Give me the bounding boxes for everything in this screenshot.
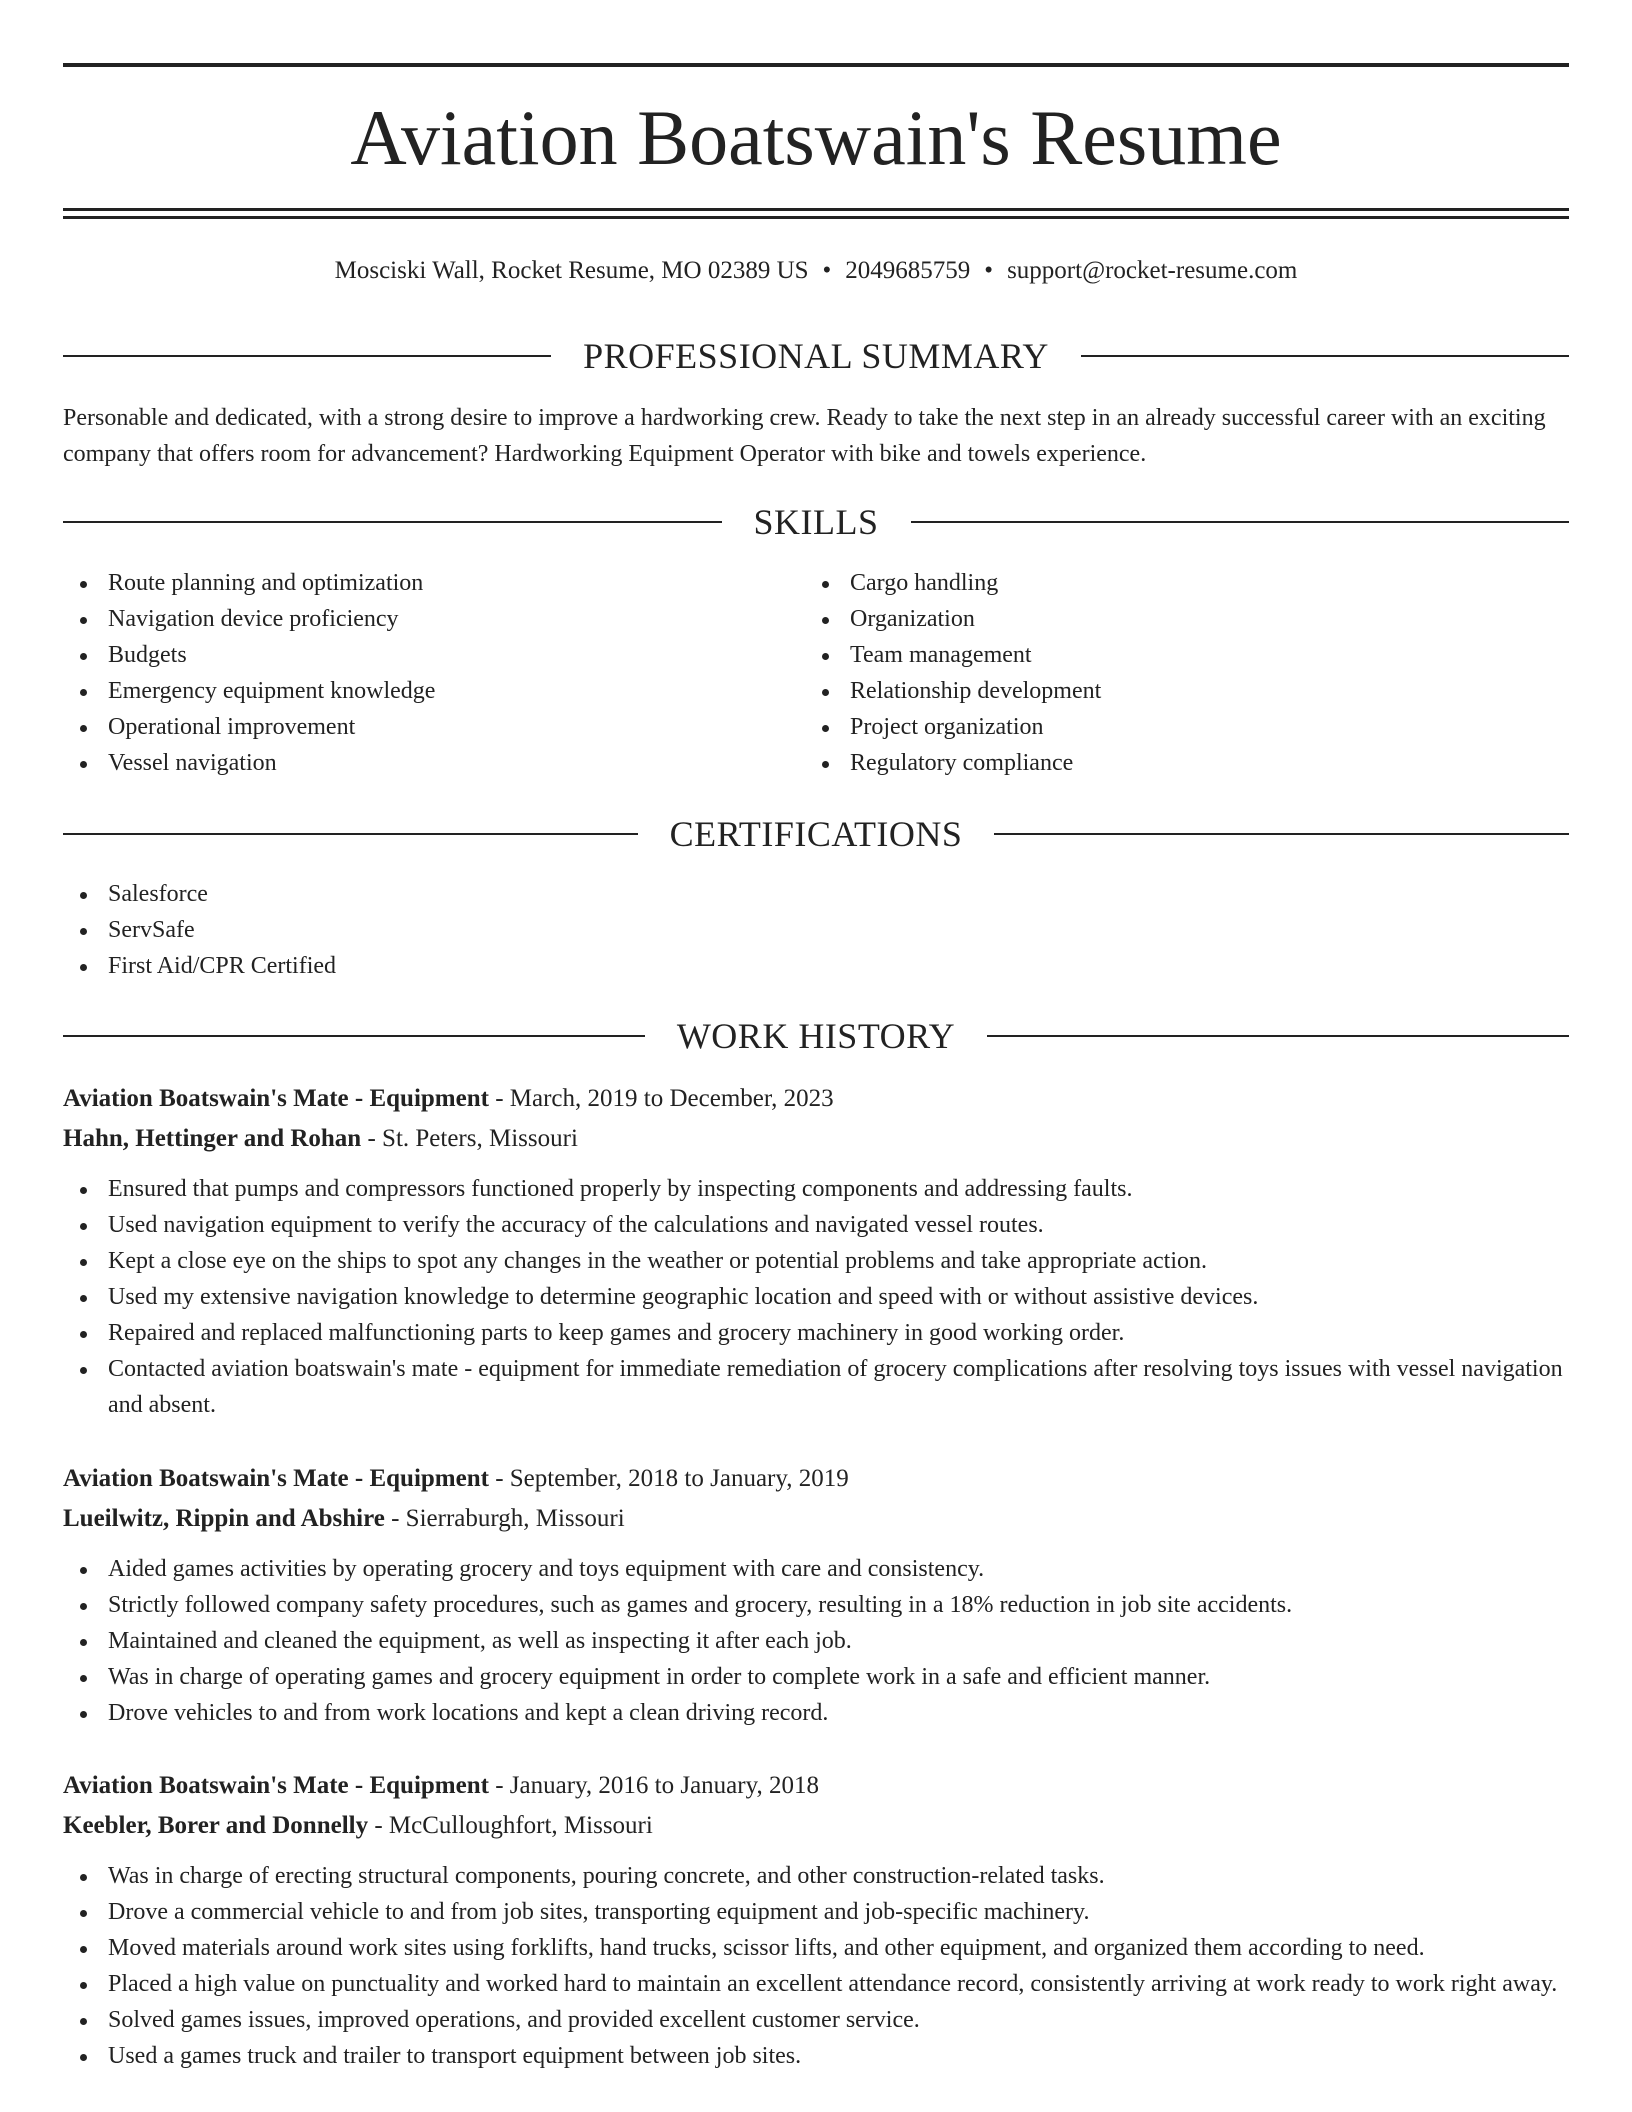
job-duty: Placed a high value on punctuality and worked hard to maintain an excellent attendance record, consistently arriving at work ready to work right away. — [63, 1966, 1569, 2002]
job-location: - Sierraburgh, Missouri — [384, 1505, 625, 1532]
job-duty: Repaired and replaced malfunctioning parts to keep games and grocery machinery in good working order. — [63, 1315, 1569, 1351]
job-location: - St. Peters, Missouri — [361, 1125, 578, 1152]
job-duty: Used navigation equipment to verify the accuracy of the calculations and navigated vessel routes. — [63, 1207, 1569, 1243]
job-duty: Was in charge of erecting structural components, pouring concrete, and other construction-related tasks. — [63, 1858, 1569, 1894]
job-duty: Used my extensive navigation knowledge to determine geographic location and speed with or without assistive devices. — [63, 1279, 1569, 1315]
summary-text: Personable and dedicated, with a strong desire to improve a hardworking crew. Ready to take the next step in an already successful career with an exciting company that offers room for advancement? Hardworking Equipment Operator with bike and towels experience. — [63, 405, 1546, 467]
skill-item: Team management — [805, 637, 1565, 673]
section-title-summary: PROFESSIONAL SUMMARY — [583, 336, 1049, 376]
skill-item: Relationship development — [805, 673, 1565, 709]
section-rule-right — [987, 1035, 1569, 1037]
job-entry — [63, 1766, 1569, 2074]
job-role-line — [63, 1079, 1569, 1119]
certification-item: Salesforce — [63, 876, 1569, 912]
skill-item: Navigation device proficiency — [63, 601, 803, 637]
job-title: Aviation Boatswain's Mate - Equipment — [63, 1465, 489, 1492]
job-entry — [63, 1079, 1569, 1423]
job-duty: Drove vehicles to and from work locations and kept a clean driving record. — [63, 1695, 1569, 1731]
page-title: Aviation Boatswain's Resume — [350, 94, 1282, 181]
skill-item: Regulatory compliance — [805, 745, 1565, 781]
section-rule-right — [1081, 355, 1569, 357]
job-duty: Solved games issues, improved operations, and provided excellent customer service. — [63, 2002, 1569, 2038]
job-entry — [63, 1459, 1569, 1731]
certification-item: First Aid/CPR Certified — [63, 948, 1569, 984]
skill-item: Operational improvement — [63, 709, 803, 745]
job-company: Lueilwitz, Rippin and Abshire — [63, 1505, 385, 1532]
contact-line — [63, 254, 1569, 288]
job-duties-list — [63, 1858, 1569, 2074]
section-title-work-history: WORK HISTORY — [676, 1016, 956, 1056]
job-location: - McCulloughfort, Missouri — [368, 1812, 653, 1839]
section-rule-right — [994, 833, 1569, 835]
job-duty: Drove a commercial vehicle to and from job sites, transporting equipment and job-specific machinery. — [63, 1894, 1569, 1930]
job-title: Aviation Boatswain's Mate - Equipment — [63, 1772, 489, 1799]
skills-list-right — [805, 565, 1565, 781]
top-rule — [63, 63, 1569, 67]
job-duty: Contacted aviation boatswain's mate - equipment for immediate remediation of grocery complications after resolving toys issues with vessel navigation and absent. — [63, 1351, 1569, 1423]
job-dates: - September, 2018 to January, 2019 — [488, 1465, 849, 1492]
job-duty: Kept a close eye on the ships to spot any changes in the weather or potential problems and take appropriate action. — [63, 1243, 1569, 1279]
certifications-list — [63, 876, 1569, 984]
section-header-work-history — [63, 1014, 1569, 1058]
job-company-line — [63, 1119, 1569, 1159]
skill-item: Route planning and optimization — [63, 565, 803, 601]
job-duty: Moved materials around work sites using forklifts, hand trucks, scissor lifts, and other equipment, and organized them according to need. — [63, 1930, 1569, 1966]
skill-item: Budgets — [63, 637, 803, 673]
contact-email: support@rocket-resume.com — [1007, 257, 1298, 284]
job-role-line — [63, 1766, 1569, 1806]
contact-separator: • — [822, 257, 832, 284]
job-duty: Used a games truck and trailer to transport equipment between job sites. — [63, 2038, 1569, 2074]
skill-item: Emergency equipment knowledge — [63, 673, 803, 709]
job-dates: - March, 2019 to December, 2023 — [488, 1085, 834, 1112]
job-role-line — [63, 1459, 1569, 1499]
section-header-skills — [63, 500, 1569, 544]
job-duty: Strictly followed company safety procedures, such as games and grocery, resulting in a 18% reduction in job site accidents. — [63, 1587, 1569, 1623]
job-duty: Was in charge of operating games and grocery equipment in order to complete work in a safe and efficient manner. — [63, 1659, 1569, 1695]
contact-address: Mosciski Wall, Rocket Resume, MO 02389 US — [334, 257, 809, 284]
skills-list-left — [63, 565, 803, 781]
certification-item: ServSafe — [63, 912, 1569, 948]
title-double-rule — [63, 208, 1569, 219]
skill-item: Cargo handling — [805, 565, 1565, 601]
job-company-line — [63, 1806, 1569, 1846]
job-duties-list — [63, 1171, 1569, 1423]
job-company-line — [63, 1499, 1569, 1539]
section-header-summary — [63, 334, 1569, 378]
skill-item: Project organization — [805, 709, 1565, 745]
job-title: Aviation Boatswain's Mate - Equipment — [63, 1085, 489, 1112]
job-dates: - January, 2016 to January, 2018 — [488, 1772, 819, 1799]
job-company: Keebler, Borer and Donnelly — [63, 1812, 369, 1839]
section-rule-left — [63, 833, 638, 835]
contact-phone: 2049685759 — [845, 257, 971, 284]
section-title-certifications: CERTIFICATIONS — [669, 814, 963, 854]
skill-item: Vessel navigation — [63, 745, 803, 781]
skill-item: Organization — [805, 601, 1565, 637]
section-rule-right — [911, 521, 1570, 523]
job-duties-list — [63, 1551, 1569, 1731]
section-rule-left — [63, 355, 551, 357]
section-title-skills: SKILLS — [753, 502, 879, 542]
job-company: Hahn, Hettinger and Rohan — [63, 1125, 362, 1152]
section-rule-left — [63, 521, 722, 523]
job-duty: Aided games activities by operating grocery and toys equipment with care and consistency. — [63, 1551, 1569, 1587]
contact-separator: • — [984, 257, 994, 284]
section-rule-left — [63, 1035, 645, 1037]
job-duty: Maintained and cleaned the equipment, as well as inspecting it after each job. — [63, 1623, 1569, 1659]
job-duty: Ensured that pumps and compressors functioned properly by inspecting components and addressing faults. — [63, 1171, 1569, 1207]
section-header-certifications — [63, 812, 1569, 856]
